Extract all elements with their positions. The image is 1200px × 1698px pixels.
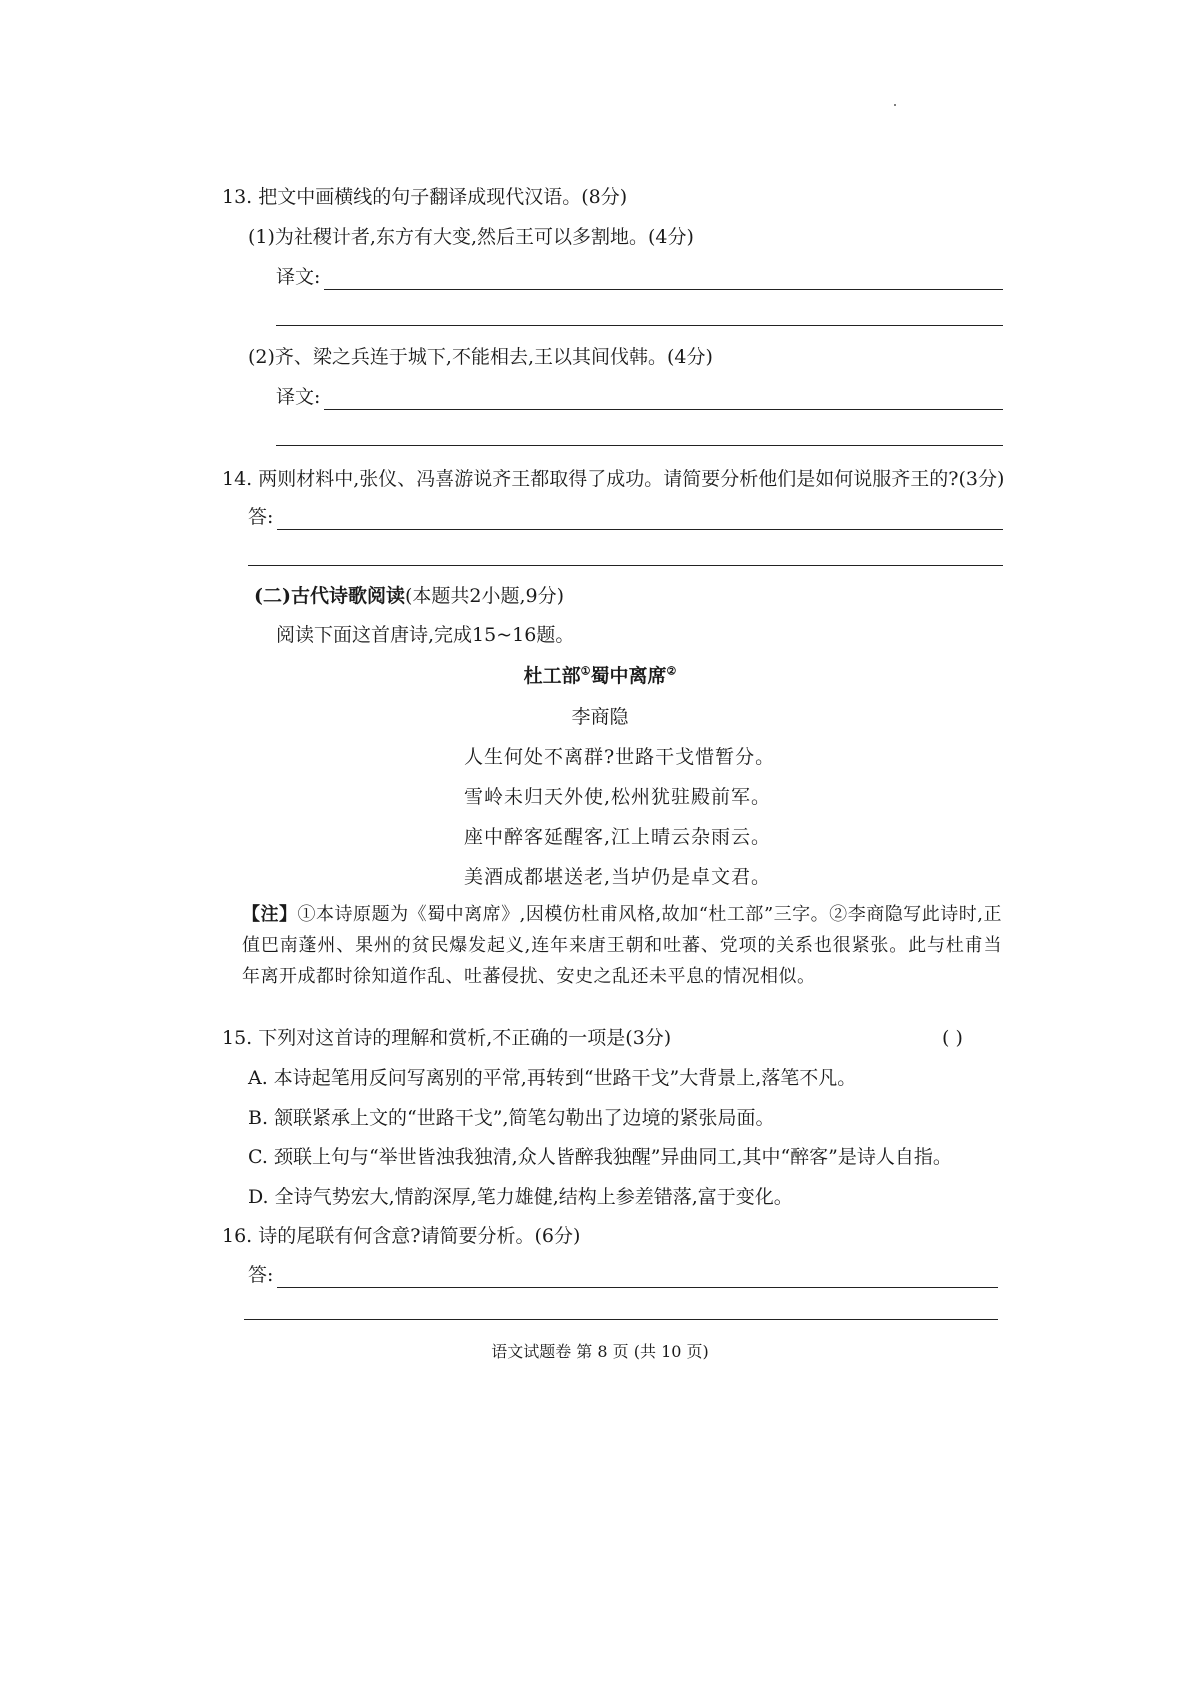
q16-answer[interactable] [248, 1262, 998, 1288]
poem-title [0, 663, 1200, 689]
answer-line [324, 269, 1003, 290]
q16-stem: 16. 诗的尾联有何含意?请简要分析。(6分) [222, 1225, 581, 1247]
poem-title-part-2: 蜀中离席 [590, 665, 667, 687]
answer-label: 译文: [276, 266, 321, 288]
answer-line [277, 1267, 998, 1288]
section-heading [254, 583, 564, 609]
footnote-mark: ① [580, 664, 591, 678]
note-text: ①本诗原题为《蜀中离席》,因模仿杜甫风格,故加“杜工部”三字。②李商隐写此诗时,正值巴南蓬州、果州的贫民爆发起义,连年来唐王朝和吐蕃、党项的关系也很紧张。此与杜甫当年离开成都时徐知道作乱、吐蕃侵扰、安史之乱还未平息的情况相似。 [242, 904, 1002, 987]
answer-label: 译文: [276, 386, 321, 408]
answer-label: 答: [248, 506, 274, 528]
page-footer: 语文试题卷 第 8 页 (共 10 页) [491, 1342, 709, 1361]
poem-line: 座中醉客延醒客,江上晴云杂雨云。 [464, 826, 772, 848]
answer-line[interactable] [244, 1318, 998, 1320]
q15-stem: 15. 下列对这首诗的理解和赏析,不正确的一项是(3分) [222, 1027, 672, 1049]
q15-option-b[interactable]: B. 颔联紧承上文的“世路干戈”,简笔勾勒出了边境的紧张局面。 [248, 1107, 775, 1129]
poem-author: 李商隐 [571, 706, 629, 728]
poem-line: 人生何处不离群?世路干戈惜暂分。 [464, 746, 776, 768]
q15-option-c[interactable]: C. 颈联上句与“举世皆浊我独清,众人皆醉我独醒”异曲同工,其中“醉客”是诗人自指。 [248, 1146, 952, 1168]
footnote-mark: ② [666, 664, 677, 678]
q13-answer-2[interactable] [276, 384, 1003, 410]
note-label: 【注】 [242, 904, 298, 925]
q15-answer-paren[interactable]: ( ) [942, 1027, 963, 1049]
q13-answer-1[interactable] [276, 264, 1003, 290]
q15-option-a[interactable]: A. 本诗起笔用反问写离别的平常,再转到“世路干戈”大背景上,落笔不凡。 [248, 1067, 857, 1089]
poem-note [242, 899, 1002, 992]
section-instruction: 阅读下面这首唐诗,完成15~16题。 [276, 624, 575, 646]
q13-item-2: (2)齐、梁之兵连于城下,不能相去,王以其间伐韩。(4分) [248, 346, 713, 368]
q14-answer[interactable] [248, 504, 1003, 530]
answer-label: 答: [248, 1264, 274, 1286]
answer-line[interactable] [276, 324, 1003, 326]
poem-line: 美酒成都堪送老,当垆仍是卓文君。 [464, 866, 772, 888]
scan-speck [894, 104, 896, 106]
q14-stem: 14. 两则材料中,张仪、冯喜游说齐王都取得了成功。请简要分析他们是如何说服齐王的?(3分) [222, 468, 1005, 490]
poem-title-part-1: 杜工部 [523, 665, 581, 687]
q13-stem: 13. 把文中画横线的句子翻译成现代汉语。(8分) [222, 186, 628, 208]
q15-option-d[interactable]: D. 全诗气势宏大,情韵深厚,笔力雄健,结构上参差错落,富于变化。 [248, 1186, 793, 1208]
section-note: (本题共2小题,9分) [404, 585, 565, 607]
section-title: (二)古代诗歌阅读 [254, 585, 405, 607]
answer-line [277, 509, 1003, 530]
q13-item-1: (1)为社稷计者,东方有大变,然后王可以多割地。(4分) [248, 226, 694, 248]
poem-line: 雪岭未归天外使,松州犹驻殿前军。 [464, 786, 772, 808]
answer-line[interactable] [248, 564, 1003, 566]
answer-line[interactable] [276, 444, 1003, 446]
answer-line [324, 389, 1003, 410]
